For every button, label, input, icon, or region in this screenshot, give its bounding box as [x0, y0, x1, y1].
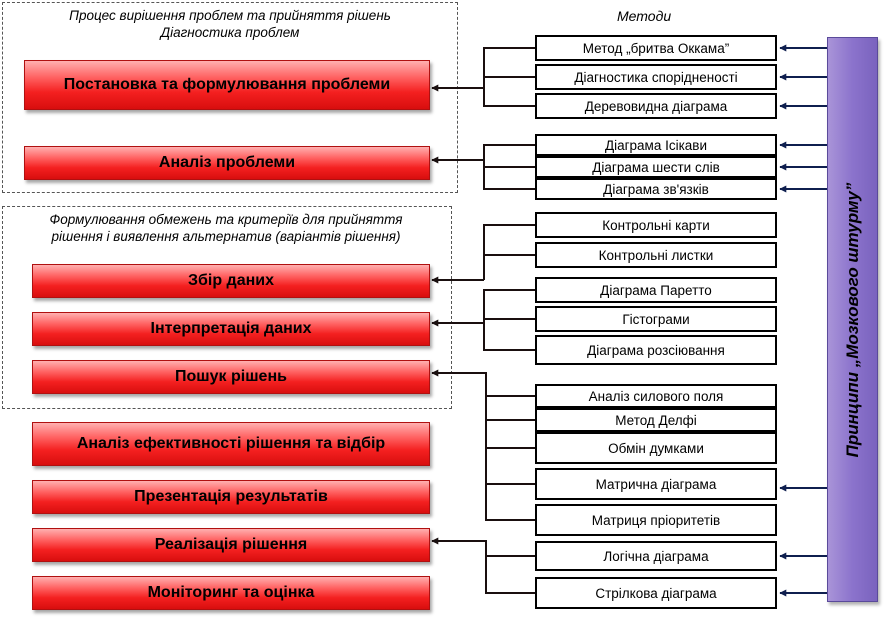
stage-efficiency-analysis: Аналіз ефективності рішення та відбір [32, 422, 430, 466]
connector-bracket-6 [486, 556, 535, 593]
stage-monitoring-evaluation: Моніторинг та оцінка [32, 576, 430, 610]
method-scatter-diagram: Діаграма розсіювання [535, 335, 777, 365]
stage-data-collection: Збір даних [32, 264, 430, 298]
method-control-charts: Контрольні карти [535, 212, 777, 238]
method-affinity-diagnostics: Діагностика спорідненості [535, 64, 777, 90]
method-six-words-diagram: Діаграма шести слів [535, 156, 777, 178]
method-occams-razor: Метод „бритва Оккама” [535, 35, 777, 61]
principles-to-methods-arrows [780, 48, 827, 593]
method-opinion-exchange: Обмін думками [535, 432, 777, 464]
connector-arrow-stage-8 [432, 541, 486, 556]
connector-arrow-stage-5 [432, 373, 486, 396]
method-tree-diagram: Деревовидна діаграма [535, 93, 777, 119]
method-logical-diagram: Логічна діаграма [535, 541, 777, 571]
stage-problem-formulation: Постановка та формулювання проблеми [24, 60, 430, 110]
stage-problem-analysis: Аналіз проблеми [24, 146, 430, 180]
method-priority-matrix: Матриця пріоритетів [535, 504, 777, 536]
group-problem-diagnosis-caption-line1: Процес вирішення проблем та прийняття рішень [69, 8, 391, 23]
connector-bracket-3 [484, 225, 535, 255]
method-relations-diagram: Діаграма зв'язків [535, 178, 777, 200]
method-pareto-diagram: Діаграма Паретто [535, 277, 777, 303]
connector-bracket-5 [486, 396, 535, 520]
stage-solution-search: Пошук рішень [32, 360, 430, 394]
method-force-field-analysis: Аналіз силового поля [535, 384, 777, 408]
method-matrix-diagram: Матрична діаграма [535, 468, 777, 500]
method-arrow-diagram: Стрілкова діаграма [535, 577, 777, 609]
method-check-sheets: Контрольні листки [535, 242, 777, 268]
method-to-stage-connectors [432, 48, 535, 593]
stage-results-presentation: Презентація результатів [32, 480, 430, 514]
group-problem-diagnosis-caption-line2: Діагностика проблем [160, 25, 300, 40]
brainstorming-principles-label: Принципи „Мозкового штурму” [842, 182, 862, 457]
method-histograms: Гістограми [535, 306, 777, 332]
method-delphi: Метод Делфі [535, 408, 777, 432]
method-ishikawa-diagram: Діаграма Ісікави [535, 134, 777, 156]
stage-data-interpretation: Інтерпретація даних [32, 312, 430, 346]
group-alternatives-caption-line2: рішення і виявлення альтернатив (варіантів рішення) [51, 229, 401, 244]
methods-heading: Методи [617, 8, 672, 24]
group-alternatives-caption-line1: Формулювання обмежень та критеріїв для прийняття [49, 212, 403, 227]
stage-solution-implementation: Реалізація рішення [32, 528, 430, 562]
